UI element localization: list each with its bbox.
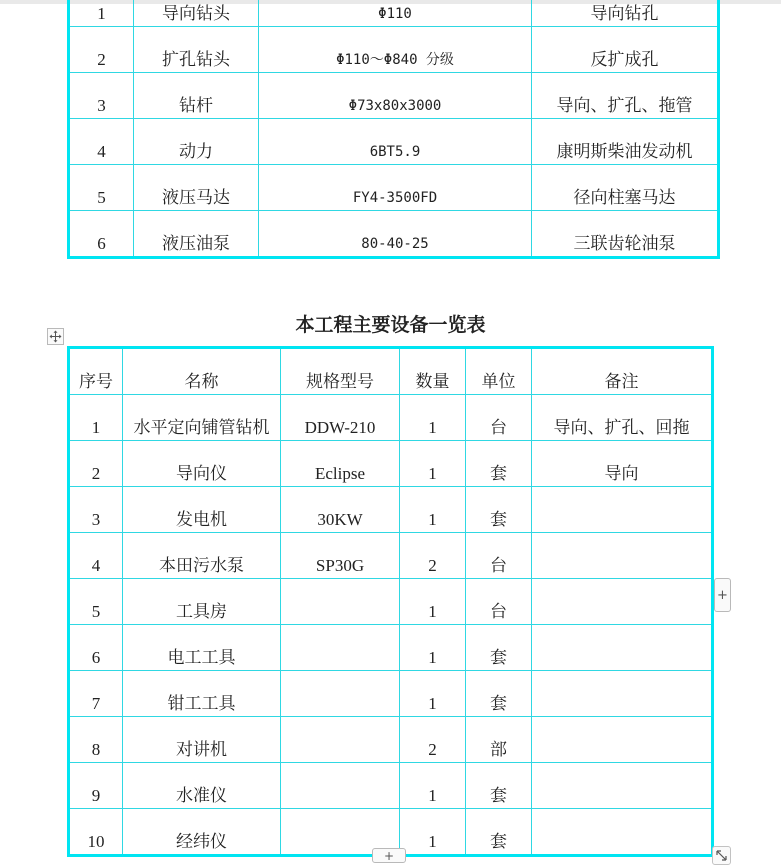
equipment-remarks: 导向、扩孔、回拖 <box>532 395 713 441</box>
equipment-name: 发电机 <box>123 487 281 533</box>
equipment-quantity: 1 <box>400 441 466 487</box>
tool-usage: 康明斯柴油发动机 <box>532 119 719 165</box>
equipment-name: 水准仪 <box>123 763 281 809</box>
equipment-quantity: 1 <box>400 395 466 441</box>
tool-spec: 6BT5.9 <box>259 119 532 165</box>
tool-name: 导向钻头 <box>134 0 259 27</box>
equipment-unit: 台 <box>466 395 532 441</box>
add-row-button[interactable]: + <box>372 848 406 863</box>
resize-diagonal-icon[interactable] <box>712 846 731 865</box>
row-number: 10 <box>69 809 123 856</box>
tool-name: 液压马达 <box>134 165 259 211</box>
equipment-quantity: 1 <box>400 625 466 671</box>
header-quantity: 数量 <box>400 348 466 395</box>
row-number: 8 <box>69 717 123 763</box>
equipment-name: 导向仪 <box>123 441 281 487</box>
equipment-model: 30KW <box>281 487 400 533</box>
equipment-remarks: 导向 <box>532 441 713 487</box>
equipment-name: 工具房 <box>123 579 281 625</box>
table-row <box>69 487 713 533</box>
equipment-quantity: 1 <box>400 579 466 625</box>
equipment-remarks <box>532 625 713 671</box>
tool-usage: 径向柱塞马达 <box>532 165 719 211</box>
equipment-quantity: 2 <box>400 717 466 763</box>
equipment-unit: 套 <box>466 809 532 856</box>
equipment-unit: 套 <box>466 441 532 487</box>
equipment-quantity: 2 <box>400 533 466 579</box>
table-row <box>69 533 713 579</box>
equipment-remarks <box>532 487 713 533</box>
row-number: 1 <box>69 0 134 27</box>
tool-name: 液压油泵 <box>134 211 259 258</box>
table-row <box>69 73 719 119</box>
table-row <box>69 395 713 441</box>
equipment-model: Eclipse <box>281 441 400 487</box>
tool-spec: FY4-3500FD <box>259 165 532 211</box>
header-model: 规格型号 <box>281 348 400 395</box>
tool-usage: 反扩成孔 <box>532 27 719 73</box>
tool-spec: Φ110～Φ840 分级 <box>259 27 532 73</box>
table-row <box>69 211 719 258</box>
equipment-remarks <box>532 671 713 717</box>
tool-spec: 80-40-25 <box>259 211 532 258</box>
equipment-model <box>281 579 400 625</box>
row-number: 6 <box>69 211 134 258</box>
row-number: 3 <box>69 73 134 119</box>
header-name: 名称 <box>123 348 281 395</box>
tool-name: 钻杆 <box>134 73 259 119</box>
row-number: 9 <box>69 763 123 809</box>
add-column-button[interactable]: + <box>714 578 731 612</box>
equipment-unit: 台 <box>466 533 532 579</box>
row-number: 6 <box>69 625 123 671</box>
tool-name: 动力 <box>134 119 259 165</box>
row-number: 4 <box>69 533 123 579</box>
equipment-unit: 套 <box>466 487 532 533</box>
equipment-quantity: 1 <box>400 487 466 533</box>
tool-usage: 导向钻孔 <box>532 0 719 27</box>
row-number: 2 <box>69 27 134 73</box>
tool-spec: Φ110 <box>259 0 532 27</box>
table-row <box>69 717 713 763</box>
header-remarks: 备注 <box>532 348 713 395</box>
table-header-row <box>69 348 713 395</box>
row-number: 5 <box>69 165 134 211</box>
equipment-unit: 套 <box>466 763 532 809</box>
equipment-name: 对讲机 <box>123 717 281 763</box>
equipment-unit: 台 <box>466 579 532 625</box>
equipment-quantity: 1 <box>400 763 466 809</box>
equipment-remarks <box>532 809 713 856</box>
row-number: 2 <box>69 441 123 487</box>
table-row <box>69 119 719 165</box>
equipment-model <box>281 763 400 809</box>
tool-usage: 导向、扩孔、拖管 <box>532 73 719 119</box>
tool-spec: Φ73x80x3000 <box>259 73 532 119</box>
equipment-unit: 套 <box>466 625 532 671</box>
equipment-name: 钳工工具 <box>123 671 281 717</box>
equipment-table <box>67 346 714 857</box>
equipment-quantity: 1 <box>400 671 466 717</box>
table-row <box>69 763 713 809</box>
equipment-name: 水平定向铺管钻机 <box>123 395 281 441</box>
equipment-name: 本田污水泵 <box>123 533 281 579</box>
table-row <box>69 165 719 211</box>
row-number: 5 <box>69 579 123 625</box>
equipment-remarks <box>532 717 713 763</box>
table-row <box>69 0 719 27</box>
table-title: 本工程主要设备一览表 <box>295 314 486 336</box>
equipment-model: DDW-210 <box>281 395 400 441</box>
table-row <box>69 671 713 717</box>
equipment-remarks <box>532 579 713 625</box>
table-row <box>69 441 713 487</box>
equipment-unit: 部 <box>466 717 532 763</box>
equipment-model: SP30G <box>281 533 400 579</box>
row-number: 1 <box>69 395 123 441</box>
equipment-name: 电工工具 <box>123 625 281 671</box>
row-number: 4 <box>69 119 134 165</box>
drilling-tools-table <box>67 0 720 259</box>
equipment-model <box>281 625 400 671</box>
table-row <box>69 27 719 73</box>
table-row <box>69 579 713 625</box>
equipment-model <box>281 671 400 717</box>
equipment-quantity: 1 <box>400 809 466 856</box>
equipment-remarks <box>532 763 713 809</box>
equipment-name: 经纬仪 <box>123 809 281 856</box>
header-unit: 单位 <box>466 348 532 395</box>
equipment-model <box>281 717 400 763</box>
equipment-remarks <box>532 533 713 579</box>
row-number: 3 <box>69 487 123 533</box>
tool-usage: 三联齿轮油泵 <box>532 211 719 258</box>
tool-name: 扩孔钻头 <box>134 27 259 73</box>
row-number: 7 <box>69 671 123 717</box>
header-number: 序号 <box>69 348 123 395</box>
move-arrows-icon[interactable] <box>47 328 64 345</box>
table-row <box>69 625 713 671</box>
equipment-unit: 套 <box>466 671 532 717</box>
